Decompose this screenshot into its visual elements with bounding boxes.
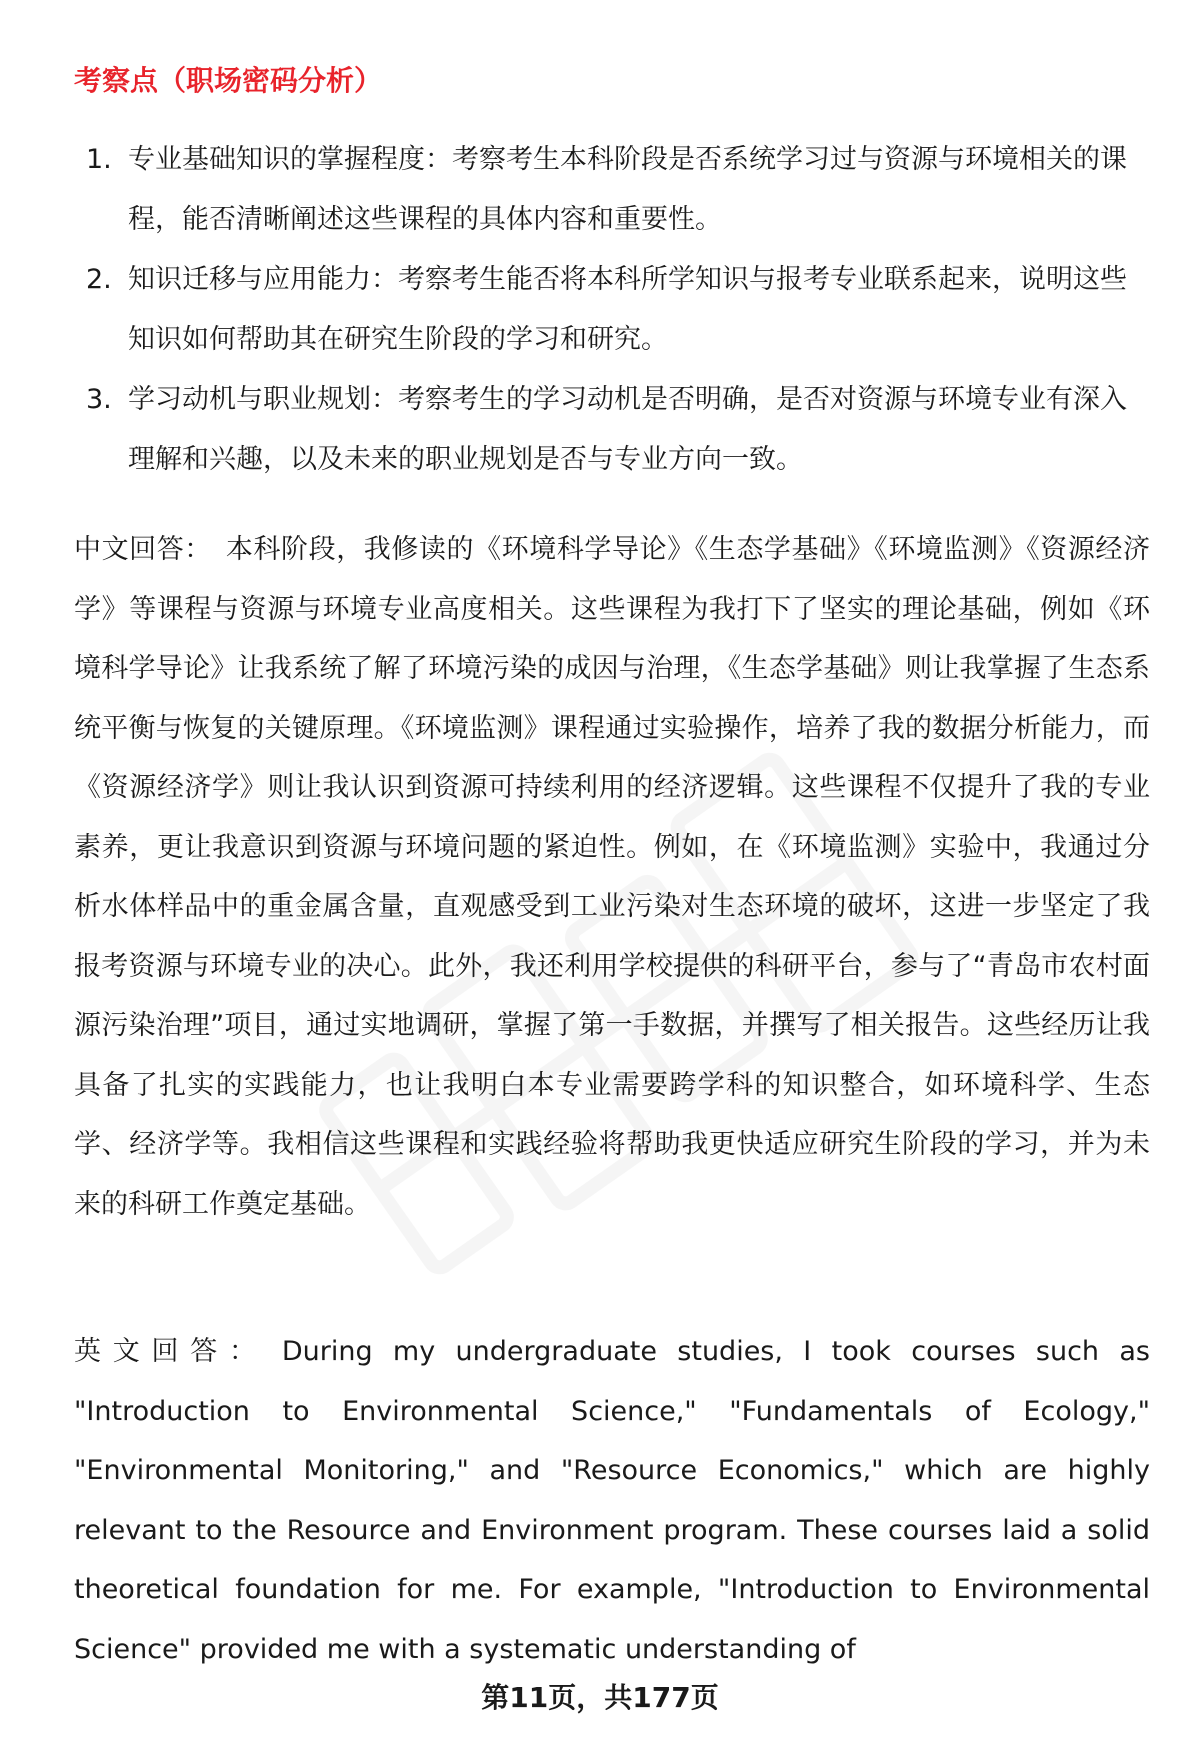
english-answer-text: During my undergraduate studies, I took courses such as "Introduction to Environmental Science," "Fundamentals of Ecology," "Environmental Monitoring," and "Resource Economics," which are highly relevant to the Resource and Environment program. These courses laid a solid theoretical foundation for me. For example, "Introduction to Environmental Science" provided me with a systematic understanding of bbox=[74, 1336, 1150, 1665]
page-footer: 第11页，共177页 bbox=[481, 1681, 719, 1714]
assessment-points-list bbox=[74, 130, 1150, 490]
chinese-answer-text: 本科阶段，我修读的《环境科学导论》《生态学基础》《环境监测》《资源经济学》等课程与资源与环境专业高度相关。这些课程为我打下了坚实的理论基础，例如《环境科学导论》让我系统了解了环境污染的成因与治理，《生态学基础》则让我掌握了生态系统平衡与恢复的关键原理。《环境监测》课程通过实验操作，培养了我的数据分析能力，而《资源经济学》则让我认识到资源可持续利用的经济逻辑。这些课程不仅提升了我的专业素养，更让我意识到资源与环境问题的紧迫性。例如，在《环境监测》实验中，我通过分析水体样品中的重金属含量，直观感受到工业污染对生态环境的破坏，这进一步坚定了我报考资源与环境专业的决心。此外，我还利用学校提供的科研平台，参与了“青岛市农村面源污染治理”项目，通过实地调研，掌握了第一手数据，并撰写了相关报告。这些经历让我具备了扎实的实践能力，也让我明白本专业需要跨学科的知识整合，如环境科学、生态学、经济学等。我相信这些课程和实践经验将帮助我更快适应研究生阶段的学习，并为未来的科研工作奠定基础。 bbox=[74, 534, 1151, 1220]
list-item-number: 1. bbox=[86, 144, 112, 175]
list-item-text: 专业基础知识的掌握程度：考察考生本科阶段是否系统学习过与资源与环境相关的课程，能否清晰阐述这些课程的具体内容和重要性。 bbox=[128, 144, 1127, 235]
section-title: 考察点（职场密码分析） bbox=[74, 64, 383, 97]
english-answer-label: 英文回答： bbox=[74, 1336, 268, 1367]
list-item bbox=[74, 370, 1150, 490]
english-answer-paragraph bbox=[74, 1322, 1150, 1679]
list-item-text: 学习动机与职业规划：考察考生的学习动机是否明确，是否对资源与环境专业有深入理解和兴趣，以及未来的职业规划是否与专业方向一致。 bbox=[128, 384, 1127, 475]
list-item-text: 知识迁移与应用能力：考察考生能否将本科所学知识与报考专业联系起来，说明这些知识如何帮助其在研究生阶段的学习和研究。 bbox=[128, 264, 1127, 355]
chinese-answer-label: 中文回答： bbox=[74, 534, 212, 565]
list-item bbox=[74, 250, 1150, 370]
list-item-number: 2. bbox=[86, 264, 112, 295]
list-item bbox=[74, 130, 1150, 250]
chinese-answer-paragraph bbox=[74, 520, 1150, 1234]
list-item-number: 3. bbox=[86, 384, 112, 415]
